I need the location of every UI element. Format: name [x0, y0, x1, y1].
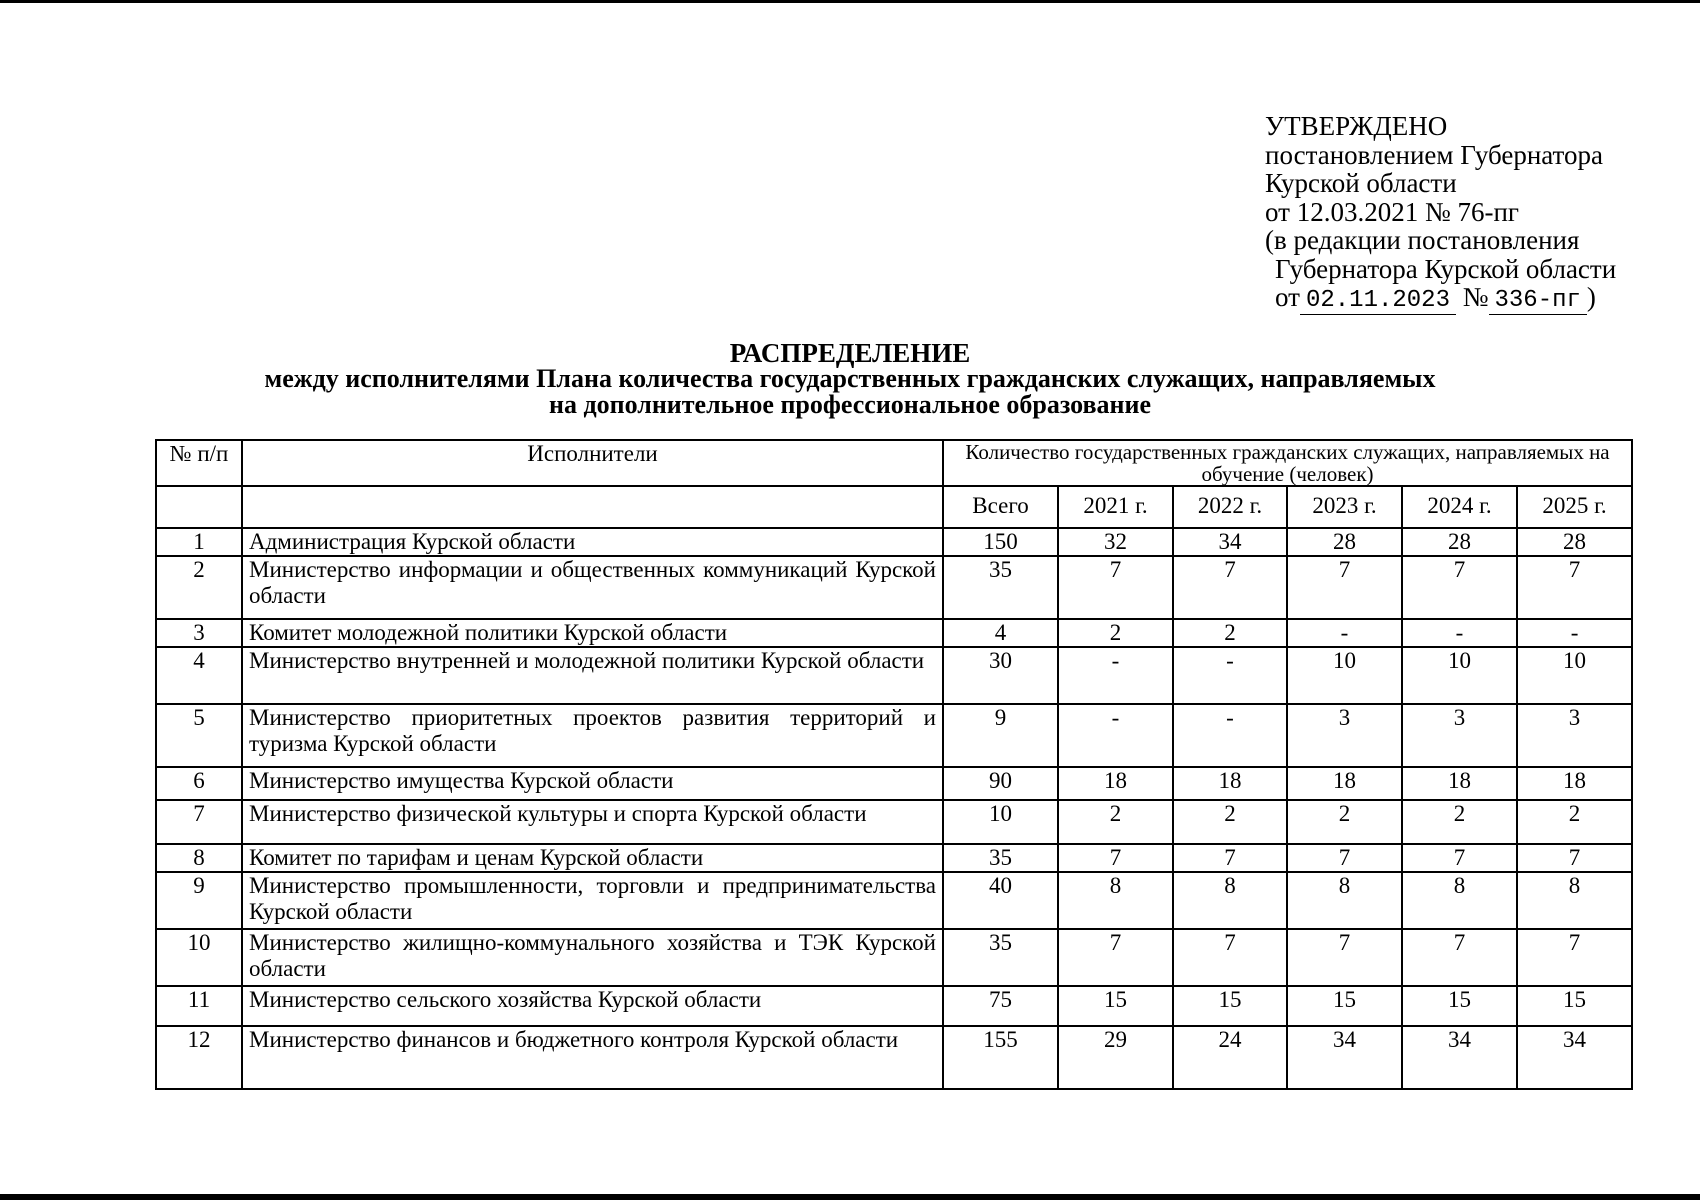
row-year-value: 29 — [1058, 1026, 1173, 1089]
table-row — [156, 704, 1632, 767]
row-executor: Министерство физической культуры и спорта Курской области — [242, 800, 943, 844]
row-year-value: 34 — [1402, 1026, 1517, 1089]
table-row — [156, 528, 1632, 556]
row-total: 35 — [943, 844, 1058, 872]
row-year-value: 8 — [1287, 872, 1402, 929]
row-total: 9 — [943, 704, 1058, 767]
row-year-value: 3 — [1287, 704, 1402, 767]
table-row — [156, 767, 1632, 800]
table-row — [156, 929, 1632, 986]
row-year-value: 10 — [1287, 647, 1402, 704]
row-year-value: 7 — [1058, 929, 1173, 986]
row-year-value: 10 — [1402, 647, 1517, 704]
row-total: 4 — [943, 619, 1058, 647]
distribution-table — [155, 439, 1633, 1090]
header-year: 2022 г. — [1173, 486, 1287, 528]
table-row — [156, 556, 1632, 619]
row-year-value: 2 — [1173, 619, 1287, 647]
table-row — [156, 844, 1632, 872]
row-executor: Министерство внутренней и молодежной политики Курской области — [242, 647, 943, 704]
edition-number-sign: № — [1462, 282, 1489, 312]
edition-date: 02.11.2023 — [1300, 287, 1456, 315]
row-executor: Министерство жилищно-коммунального хозяйства и ТЭК Курской области — [242, 929, 943, 986]
row-total: 40 — [943, 872, 1058, 929]
table-row — [156, 872, 1632, 929]
row-year-value: 8 — [1402, 872, 1517, 929]
edition-close: ) — [1586, 282, 1596, 312]
row-year-value: 7 — [1287, 844, 1402, 872]
row-number: 9 — [156, 872, 242, 929]
approval-stamp — [1265, 112, 1616, 316]
header-year: 2023 г. — [1287, 486, 1402, 528]
header-empty — [242, 486, 943, 528]
row-year-value: 7 — [1517, 844, 1632, 872]
row-year-value: 2 — [1058, 800, 1173, 844]
header-year: 2025 г. — [1517, 486, 1632, 528]
row-year-value: - — [1517, 619, 1632, 647]
row-year-value: 18 — [1173, 767, 1287, 800]
row-year-value: 10 — [1517, 647, 1632, 704]
row-executor: Министерство информации и общественных коммуникаций Курской области — [242, 556, 943, 619]
row-executor: Комитет молодежной политики Курской области — [242, 619, 943, 647]
row-year-value: 8 — [1517, 872, 1632, 929]
row-year-value: 8 — [1058, 872, 1173, 929]
row-number: 10 — [156, 929, 242, 986]
row-year-value: 15 — [1402, 986, 1517, 1026]
row-year-value: 7 — [1517, 929, 1632, 986]
row-number: 11 — [156, 986, 242, 1026]
row-number: 8 — [156, 844, 242, 872]
row-year-value: 3 — [1517, 704, 1632, 767]
row-total: 30 — [943, 647, 1058, 704]
row-year-value: 2 — [1058, 619, 1173, 647]
row-year-value: 7 — [1287, 556, 1402, 619]
header-empty — [156, 486, 242, 528]
row-year-value: - — [1173, 704, 1287, 767]
row-year-value: 24 — [1173, 1026, 1287, 1089]
header-year: Всего — [943, 486, 1058, 528]
row-year-value: 15 — [1517, 986, 1632, 1026]
row-total: 35 — [943, 556, 1058, 619]
row-executor: Министерство промышленности, торговли и предпринимательства Курской области — [242, 872, 943, 929]
row-year-value: 28 — [1402, 528, 1517, 556]
row-year-value: - — [1173, 647, 1287, 704]
row-number: 12 — [156, 1026, 242, 1089]
row-number: 7 — [156, 800, 242, 844]
row-year-value: 28 — [1517, 528, 1632, 556]
row-year-value: 3 — [1402, 704, 1517, 767]
row-year-value: - — [1058, 647, 1173, 704]
approval-line: постановлением Губернатора — [1265, 139, 1603, 170]
row-year-value: 32 — [1058, 528, 1173, 556]
row-year-value: 34 — [1173, 528, 1287, 556]
row-year-value: 15 — [1173, 986, 1287, 1026]
row-year-value: 7 — [1402, 929, 1517, 986]
header-number: № п/п — [156, 440, 242, 486]
approval-line: УТВЕРЖДЕНО — [1265, 111, 1448, 141]
row-year-value: 7 — [1402, 844, 1517, 872]
row-year-value: 7 — [1402, 556, 1517, 619]
row-year-value: 7 — [1058, 844, 1173, 872]
row-year-value: 34 — [1287, 1026, 1402, 1089]
row-executor: Министерство приоритетных проектов развития территорий и туризма Курской области — [242, 704, 943, 767]
row-number: 6 — [156, 767, 242, 800]
row-executor: Министерство финансов и бюджетного контроля Курской области — [242, 1026, 943, 1089]
edition-line — [1265, 283, 1616, 316]
row-year-value: - — [1058, 704, 1173, 767]
approval-line: (в редакции постановления — [1265, 225, 1580, 255]
row-total: 75 — [943, 986, 1058, 1026]
title-subtitle-line2: на дополнительное профессиональное образование — [548, 390, 1152, 419]
row-year-value: 2 — [1173, 800, 1287, 844]
row-year-value: 7 — [1517, 556, 1632, 619]
row-year-value: - — [1287, 619, 1402, 647]
row-year-value: 2 — [1402, 800, 1517, 844]
row-year-value: 15 — [1058, 986, 1173, 1026]
row-number: 1 — [156, 528, 242, 556]
table-header-row — [156, 440, 1632, 486]
row-executor: Администрация Курской области — [242, 528, 943, 556]
row-number: 3 — [156, 619, 242, 647]
row-number: 2 — [156, 556, 242, 619]
row-number: 5 — [156, 704, 242, 767]
row-total: 10 — [943, 800, 1058, 844]
row-total: 150 — [943, 528, 1058, 556]
table-row — [156, 647, 1632, 704]
row-year-value: 34 — [1517, 1026, 1632, 1089]
row-year-value: 28 — [1287, 528, 1402, 556]
row-total: 155 — [943, 1026, 1058, 1089]
approval-line: Курской области — [1265, 168, 1457, 198]
table-subheader-row — [156, 486, 1632, 528]
edition-number: 336-пг — [1489, 287, 1587, 315]
title-main: РАСПРЕДЕЛЕНИЕ — [729, 338, 971, 368]
row-year-value: 7 — [1287, 929, 1402, 986]
table-row — [156, 1026, 1632, 1089]
row-executor: Министерство сельского хозяйства Курской области — [242, 986, 943, 1026]
row-number: 4 — [156, 647, 242, 704]
header-executors: Исполнители — [242, 440, 943, 486]
row-year-value: 2 — [1287, 800, 1402, 844]
header-year: 2021 г. — [1058, 486, 1173, 528]
row-year-value: 7 — [1058, 556, 1173, 619]
row-year-value: 7 — [1173, 929, 1287, 986]
title-subtitle-line1: между исполнителями Плана количества государственных гражданских служащих, направляемых — [264, 364, 1436, 393]
table-row — [156, 800, 1632, 844]
document-title — [0, 340, 1700, 418]
row-year-value: 18 — [1287, 767, 1402, 800]
row-total: 35 — [943, 929, 1058, 986]
row-executor: Министерство имущества Курской области — [242, 767, 943, 800]
approval-line: от 12.03.2021 № 76-пг — [1265, 196, 1519, 227]
row-total: 90 — [943, 767, 1058, 800]
row-year-value: 7 — [1173, 556, 1287, 619]
row-year-value: - — [1402, 619, 1517, 647]
row-year-value: 18 — [1058, 767, 1173, 800]
row-year-value: 18 — [1517, 767, 1632, 800]
row-year-value: 18 — [1402, 767, 1517, 800]
row-year-value: 15 — [1287, 986, 1402, 1026]
edition-prefix: от — [1275, 282, 1300, 312]
table-row — [156, 619, 1632, 647]
row-year-value: 2 — [1517, 800, 1632, 844]
table-row — [156, 986, 1632, 1026]
header-year: 2024 г. — [1402, 486, 1517, 528]
row-year-value: 7 — [1173, 844, 1287, 872]
row-year-value: 8 — [1173, 872, 1287, 929]
row-executor: Комитет по тарифам и ценам Курской области — [242, 844, 943, 872]
approval-line: Губернатора Курской области — [1275, 253, 1617, 284]
header-count-group: Количество государственных гражданских служащих, направляемых на обучение (человек) — [943, 440, 1632, 486]
